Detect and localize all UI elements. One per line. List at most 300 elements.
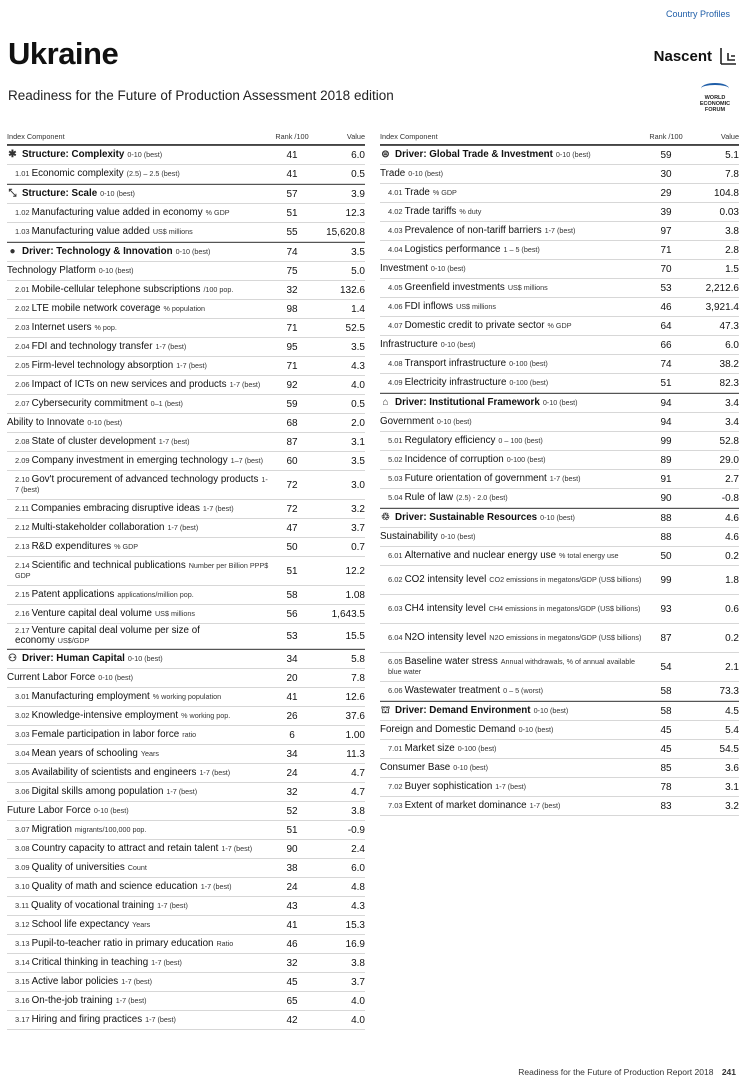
row-value: 1.08 (345, 589, 365, 601)
row-value: 52.8 (719, 435, 739, 447)
indicator-row (380, 298, 739, 317)
indicator-code: 3.05 (15, 768, 30, 777)
indicator-row (7, 519, 365, 538)
row-label-text: Extent of market dominance (404, 800, 527, 811)
indicator-code: 2.06 (15, 380, 30, 389)
indicator-code: 4.03 (388, 226, 403, 235)
indicator-row (7, 745, 365, 764)
indicator-row (380, 241, 739, 260)
row-rank: 75 (286, 265, 298, 277)
indicator-code: 6.03 (388, 604, 403, 613)
indicator-code: 2.09 (15, 456, 30, 465)
row-label-text: LTE mobile network coverage (31, 303, 161, 314)
row-label-text: Sustainability (380, 531, 438, 542)
row-value: 4.6 (725, 531, 739, 543)
row-label (7, 747, 269, 761)
row-value: 3.1 (725, 781, 739, 793)
indicator-code: 3.16 (15, 996, 30, 1005)
row-unit: 0-10 (best) (93, 806, 129, 815)
row-value: 2,212.6 (705, 282, 739, 294)
indicator-row (7, 840, 365, 859)
indicator-code: 3.01 (15, 692, 30, 701)
row-unit: 0-10 (best) (440, 532, 476, 541)
row-label (7, 690, 269, 704)
row-value: 3.8 (725, 225, 739, 237)
rank-header: Rank /100 (649, 132, 683, 141)
row-value: 2.8 (725, 244, 739, 256)
row-value: 5.0 (351, 265, 365, 277)
row-value: 3.2 (351, 503, 365, 515)
row-rank: 72 (286, 503, 298, 515)
indicator-code: 2.13 (15, 542, 30, 551)
row-value: 11.3 (346, 748, 365, 760)
row-rank: 93 (660, 603, 672, 615)
row-rank: 87 (660, 632, 672, 644)
row-rank: 43 (286, 900, 298, 912)
row-rank: 26 (286, 710, 298, 722)
row-unit: US$/GDP (57, 636, 90, 645)
row-label-text: Manufacturing value added (31, 226, 150, 237)
indicator-row (380, 470, 739, 489)
indicator-code: 1.01 (15, 169, 30, 178)
row-value: 3.7 (351, 976, 365, 988)
indicator-code: 3.03 (15, 730, 30, 739)
indicator-code: 5.01 (388, 436, 403, 445)
row-value: 2.7 (725, 473, 739, 485)
row-value: 5.1 (725, 149, 739, 161)
indicator-row (7, 357, 365, 376)
indicator-row (7, 433, 365, 452)
indicator-code: 3.13 (15, 939, 30, 948)
indicator-row (380, 778, 739, 797)
indicator-code: 2.12 (15, 523, 30, 532)
row-value: 4.0 (351, 995, 365, 1007)
row-label (7, 804, 269, 818)
row-rank: 46 (660, 301, 672, 313)
indicator-row (7, 935, 365, 954)
row-value: 2.1 (725, 661, 739, 673)
page-number: 241 (721, 1067, 736, 1077)
row-rank: 34 (286, 748, 298, 760)
row-label (7, 559, 269, 583)
row-label-text: Market size (404, 743, 455, 754)
indicator-row (380, 432, 739, 451)
indicator-row (380, 355, 739, 374)
row-unit: 0-10 (best) (98, 266, 134, 275)
indicator-code: 3.09 (15, 863, 30, 872)
indicator-row (380, 797, 739, 816)
rank-header: Rank /100 (275, 132, 309, 141)
pillar-row (7, 145, 365, 165)
indicator-row (380, 566, 739, 595)
indicator-code: 3.06 (15, 787, 30, 796)
row-label-text: Mean years of schooling (31, 748, 138, 759)
row-label (380, 281, 643, 295)
row-rank: 52 (286, 805, 298, 817)
indicator-row (7, 500, 365, 519)
pillar-row (7, 242, 365, 262)
row-label-text: Alternative and nuclear energy use (404, 550, 557, 561)
row-rank: 41 (286, 919, 298, 931)
row-value: 16.9 (345, 938, 365, 950)
row-value: 3.5 (351, 455, 365, 467)
row-label-text: Companies embracing disruptive ideas (31, 503, 200, 514)
row-value: 29.0 (719, 454, 739, 466)
row-value: 1.4 (351, 303, 365, 315)
row-rank: 98 (286, 303, 298, 315)
indicator-row (7, 992, 365, 1011)
row-label-text: Economic complexity (31, 168, 124, 179)
row-label-text: Driver: Sustainable Resources (395, 512, 538, 523)
row-unit: 1-7 (best) (544, 226, 576, 235)
row-rank: 51 (286, 207, 298, 219)
row-unit: 1-7 (best) (115, 996, 147, 1005)
row-value: 2.4 (351, 843, 365, 855)
row-label (7, 435, 269, 449)
indicator-row (7, 878, 365, 897)
row-label-text: Government (380, 416, 434, 427)
row-unit: 1-7 (best) (157, 901, 188, 910)
indicator-code: 1.03 (15, 227, 30, 236)
row-unit: 0-100 (best) (457, 744, 497, 753)
indicator-code: 7.03 (388, 801, 403, 810)
row-label (7, 378, 269, 392)
country-profiles-link[interactable]: Country Profiles (665, 9, 730, 19)
row-label-text: Driver: Institutional Framework (395, 397, 540, 408)
row-value: 52.5 (345, 322, 365, 334)
row-unit: 1-7 (best) (155, 342, 187, 351)
row-label-text: Manufacturing value added in economy (31, 207, 203, 218)
row-value: 4.8 (351, 881, 365, 893)
row-unit: 0-100 (best) (506, 455, 546, 464)
row-label-text: Migration (31, 824, 72, 835)
row-label-text: Critical thinking in teaching (31, 957, 149, 968)
row-label (7, 975, 269, 989)
row-value: 0.6 (725, 603, 739, 615)
row-label-text: Cybersecurity commitment (31, 398, 148, 409)
row-label (7, 607, 269, 621)
row-label (380, 655, 643, 679)
indicator-code: 2.14 (15, 561, 30, 570)
row-unit: US$ millions (154, 609, 195, 618)
indicator-code: 3.12 (15, 920, 30, 929)
indicator-code: 3.15 (15, 977, 30, 986)
row-rank: 47 (286, 522, 298, 534)
row-label (380, 300, 643, 314)
row-value: 1.8 (725, 574, 739, 586)
row-label (7, 321, 269, 335)
row-label-text: Active labor policies (31, 976, 119, 987)
row-unit: Years (132, 920, 151, 929)
row-unit: 0-10 (best) (87, 418, 123, 427)
archetype-label: Nascent (653, 48, 712, 65)
row-unit: (2.5) – 2.5 (best) (126, 169, 180, 178)
row-label (7, 264, 269, 278)
row-value: 132.6 (339, 284, 365, 296)
row-rank: 71 (286, 360, 298, 372)
row-rank: 59 (286, 398, 298, 410)
row-label (7, 588, 269, 602)
row-value: 4.3 (351, 360, 365, 372)
row-label (380, 530, 643, 544)
row-label-text: Prevalence of non-tariff barriers (404, 225, 542, 236)
indicator-code: 3.02 (15, 711, 30, 720)
indicator-code: 4.06 (388, 302, 403, 311)
row-label (7, 302, 269, 316)
row-label (380, 186, 643, 200)
index-component-header: Index Component (380, 132, 438, 141)
row-rank: 30 (660, 168, 672, 180)
row-value: 38.2 (719, 358, 739, 370)
row-label (380, 396, 643, 410)
row-rank: 88 (660, 531, 672, 543)
row-label (380, 602, 643, 616)
row-unit: 1-7 (best) (121, 977, 152, 986)
row-label-text: Transport infrastructure (404, 358, 507, 369)
indicator-code: 5.02 (388, 455, 403, 464)
row-unit: % GDP (114, 542, 139, 551)
row-label-text: Mobile-cellular telephone subscriptions (31, 284, 201, 295)
row-value: 5.4 (725, 724, 739, 736)
row-unit: 0-10 (best) (555, 150, 591, 159)
row-unit: % pop. (94, 323, 117, 332)
row-rank: 70 (660, 263, 672, 275)
row-rank: 38 (286, 862, 298, 874)
row-unit: 0-10 (best) (100, 189, 135, 198)
row-unit: % GDP (432, 188, 457, 197)
row-rank: 66 (660, 339, 672, 351)
row-label-text: Trade (404, 187, 430, 198)
row-label-text: Digital skills among population (31, 786, 164, 797)
row-label-text: Baseline water stress (404, 656, 498, 667)
row-label (7, 823, 269, 837)
row-unit: Years (140, 749, 159, 758)
row-unit: 1-7 (best) (200, 882, 232, 891)
row-label (380, 415, 643, 429)
indicator-row (380, 595, 739, 624)
row-unit: % population (163, 304, 206, 313)
row-rank: 58 (286, 589, 298, 601)
row-label-text: CH4 intensity level (404, 603, 486, 614)
row-label (7, 766, 269, 780)
row-rank: 65 (286, 995, 298, 1007)
row-value: 3.6 (725, 762, 739, 774)
pillar-icon: ✱ (8, 149, 17, 160)
row-label-text: Patent applications (31, 589, 115, 600)
row-label-text: Gov't procurement of advanced technology products (31, 474, 259, 485)
row-label (380, 434, 643, 448)
row-rank: 55 (286, 226, 298, 238)
row-rank: 29 (660, 187, 672, 199)
pillar-icon: ♲ (381, 512, 390, 523)
row-label-text: Ability to Innovate (7, 417, 85, 428)
indicator-row (380, 451, 739, 470)
row-label (7, 521, 269, 535)
pillar-icon: ⊜ (381, 149, 390, 160)
row-unit: migrants/100,000 pop. (74, 825, 147, 834)
indicator-row (380, 279, 739, 298)
pillar-icon: ● (9, 246, 16, 257)
row-label (380, 319, 643, 333)
wef-logo-text: WORLD ECONOMIC FORUM (699, 95, 731, 113)
row-rank: 50 (286, 541, 298, 553)
indicator-code: 3.17 (15, 1015, 30, 1024)
row-label (7, 225, 269, 239)
row-value: 3.5 (351, 246, 365, 258)
right-table-body (380, 145, 739, 816)
indicator-code: 2.10 (15, 475, 30, 484)
row-rank: 83 (660, 800, 672, 812)
row-value: 37.6 (345, 710, 365, 722)
row-label-text: R&D expenditures (31, 541, 112, 552)
row-rank: 90 (660, 492, 672, 504)
row-rank: 32 (286, 786, 298, 798)
row-value: -0.8 (721, 492, 739, 504)
row-unit: 0-10 (best) (440, 340, 476, 349)
row-unit: 0-10 (best) (430, 264, 466, 273)
row-unit: 1-7 (best) (166, 787, 198, 796)
page-subtitle: Readiness for the Future of Production Assessment 2018 edition (8, 88, 394, 103)
footer-report-title: Readiness for the Future of Production Report 2018 (518, 1067, 714, 1077)
row-rank: 54 (660, 661, 672, 673)
row-label (7, 283, 269, 297)
row-label-text: Consumer Base (380, 762, 451, 773)
row-unit: ratio (182, 730, 197, 739)
row-rank: 53 (660, 282, 672, 294)
row-value: 4.0 (351, 1014, 365, 1026)
row-label-text: Structure: Complexity (22, 149, 125, 160)
row-label-text: Electricity infrastructure (404, 377, 507, 388)
index-component-header: Index Component (7, 132, 65, 141)
row-unit: CO2 emissions in megatons/GDP (US$ billions) (489, 575, 642, 584)
pillar-row (7, 649, 365, 669)
row-label-text: Future Labor Force (7, 805, 91, 816)
row-label-text: Venture capital deal volume (31, 608, 152, 619)
row-value: 1,643.5 (331, 608, 365, 620)
row-value: 2.0 (351, 417, 365, 429)
row-value: 3.5 (351, 341, 365, 353)
row-label-text: Quality of universities (31, 862, 125, 873)
indicator-code: 2.01 (15, 285, 30, 294)
row-label (380, 742, 643, 756)
row-label (380, 205, 643, 219)
row-value: 1.5 (725, 263, 739, 275)
indicator-code: 6.01 (388, 551, 403, 560)
row-label-text: Incidence of corruption (404, 454, 504, 465)
wef-logo (694, 83, 736, 113)
row-value: 54.5 (719, 743, 739, 755)
row-label (7, 359, 269, 373)
row-rank: 94 (660, 397, 672, 409)
pillar-icon: ⚇ (8, 653, 17, 664)
row-value: 4.3 (351, 900, 365, 912)
row-label (380, 167, 643, 181)
row-rank: 58 (660, 705, 672, 717)
row-unit: 1-7 (best) (158, 437, 190, 446)
row-label-text: Impact of ICTs on new services and products (31, 379, 227, 390)
row-label-text: Domestic credit to private sector (404, 320, 545, 331)
row-rank: 91 (660, 473, 672, 485)
row-label (380, 243, 643, 257)
indicator-code: 3.08 (15, 844, 30, 853)
row-rank: 71 (660, 244, 672, 256)
row-label-text: Multi-stakeholder collaboration (31, 522, 165, 533)
row-value: 3.8 (351, 957, 365, 969)
row-rank: 51 (286, 824, 298, 836)
row-value: 0.2 (725, 550, 739, 562)
row-rank: 72 (286, 479, 298, 491)
indicator-row (7, 821, 365, 840)
indicator-row (7, 538, 365, 557)
indicator-row (380, 740, 739, 759)
row-unit: 1-7 (best) (229, 380, 261, 389)
indicator-row (7, 165, 365, 184)
row-rank: 45 (660, 724, 672, 736)
row-rank: 24 (286, 881, 298, 893)
row-rank: 90 (286, 843, 298, 855)
row-rank: 39 (660, 206, 672, 218)
row-value: 0.7 (351, 541, 365, 553)
row-label (7, 1013, 269, 1027)
row-unit: 0-10 (best) (175, 247, 211, 256)
indicator-code: 3.04 (15, 749, 30, 758)
row-value: 6.0 (351, 149, 365, 161)
subpillar-row (7, 669, 365, 688)
pillar-row (380, 145, 739, 165)
row-label (380, 472, 643, 486)
indicator-code: 1.02 (15, 208, 30, 217)
row-label (380, 704, 643, 718)
row-label-text: Hiring and firing practices (31, 1014, 143, 1025)
row-rank: 59 (660, 149, 672, 161)
pillar-row (380, 393, 739, 413)
indicator-code: 4.04 (388, 245, 403, 254)
row-rank: 51 (660, 377, 672, 389)
indicator-code: 2.04 (15, 342, 30, 351)
indicator-code: 3.11 (15, 901, 30, 910)
row-label (380, 780, 643, 794)
indicator-code: 4.05 (388, 283, 403, 292)
indicator-code: 6.04 (388, 633, 403, 642)
row-label-text: Quality of math and science education (31, 881, 198, 892)
row-value: 4.5 (725, 705, 739, 717)
row-rank: 45 (660, 743, 672, 755)
row-unit: 1-7 (best) (199, 768, 231, 777)
indicator-code: 3.07 (15, 825, 30, 834)
row-label (380, 262, 643, 276)
row-rank: 41 (286, 691, 298, 703)
row-label (7, 624, 269, 648)
row-label-text: FDI inflows (404, 301, 454, 312)
row-label (7, 937, 269, 951)
indicator-row (7, 471, 365, 500)
row-rank: 50 (660, 550, 672, 562)
row-unit: Number per Billion PPP$ GDP (15, 561, 269, 580)
indicator-row (7, 557, 365, 586)
row-unit: 1–7 (best) (230, 456, 264, 465)
row-rank: 58 (660, 685, 672, 697)
row-value: 3.8 (351, 805, 365, 817)
indicator-row (7, 300, 365, 319)
subpillar-row (7, 414, 365, 433)
row-label-text: Driver: Global Trade & Investment (395, 149, 553, 160)
indicator-code: 4.07 (388, 321, 403, 330)
row-rank: 57 (286, 188, 298, 200)
row-label-text: Country capacity to attract and retain talent (31, 843, 219, 854)
row-value: 15,620.8 (326, 226, 365, 238)
row-unit: 0-10 (best) (98, 673, 133, 682)
row-unit: % GDP (205, 208, 230, 217)
